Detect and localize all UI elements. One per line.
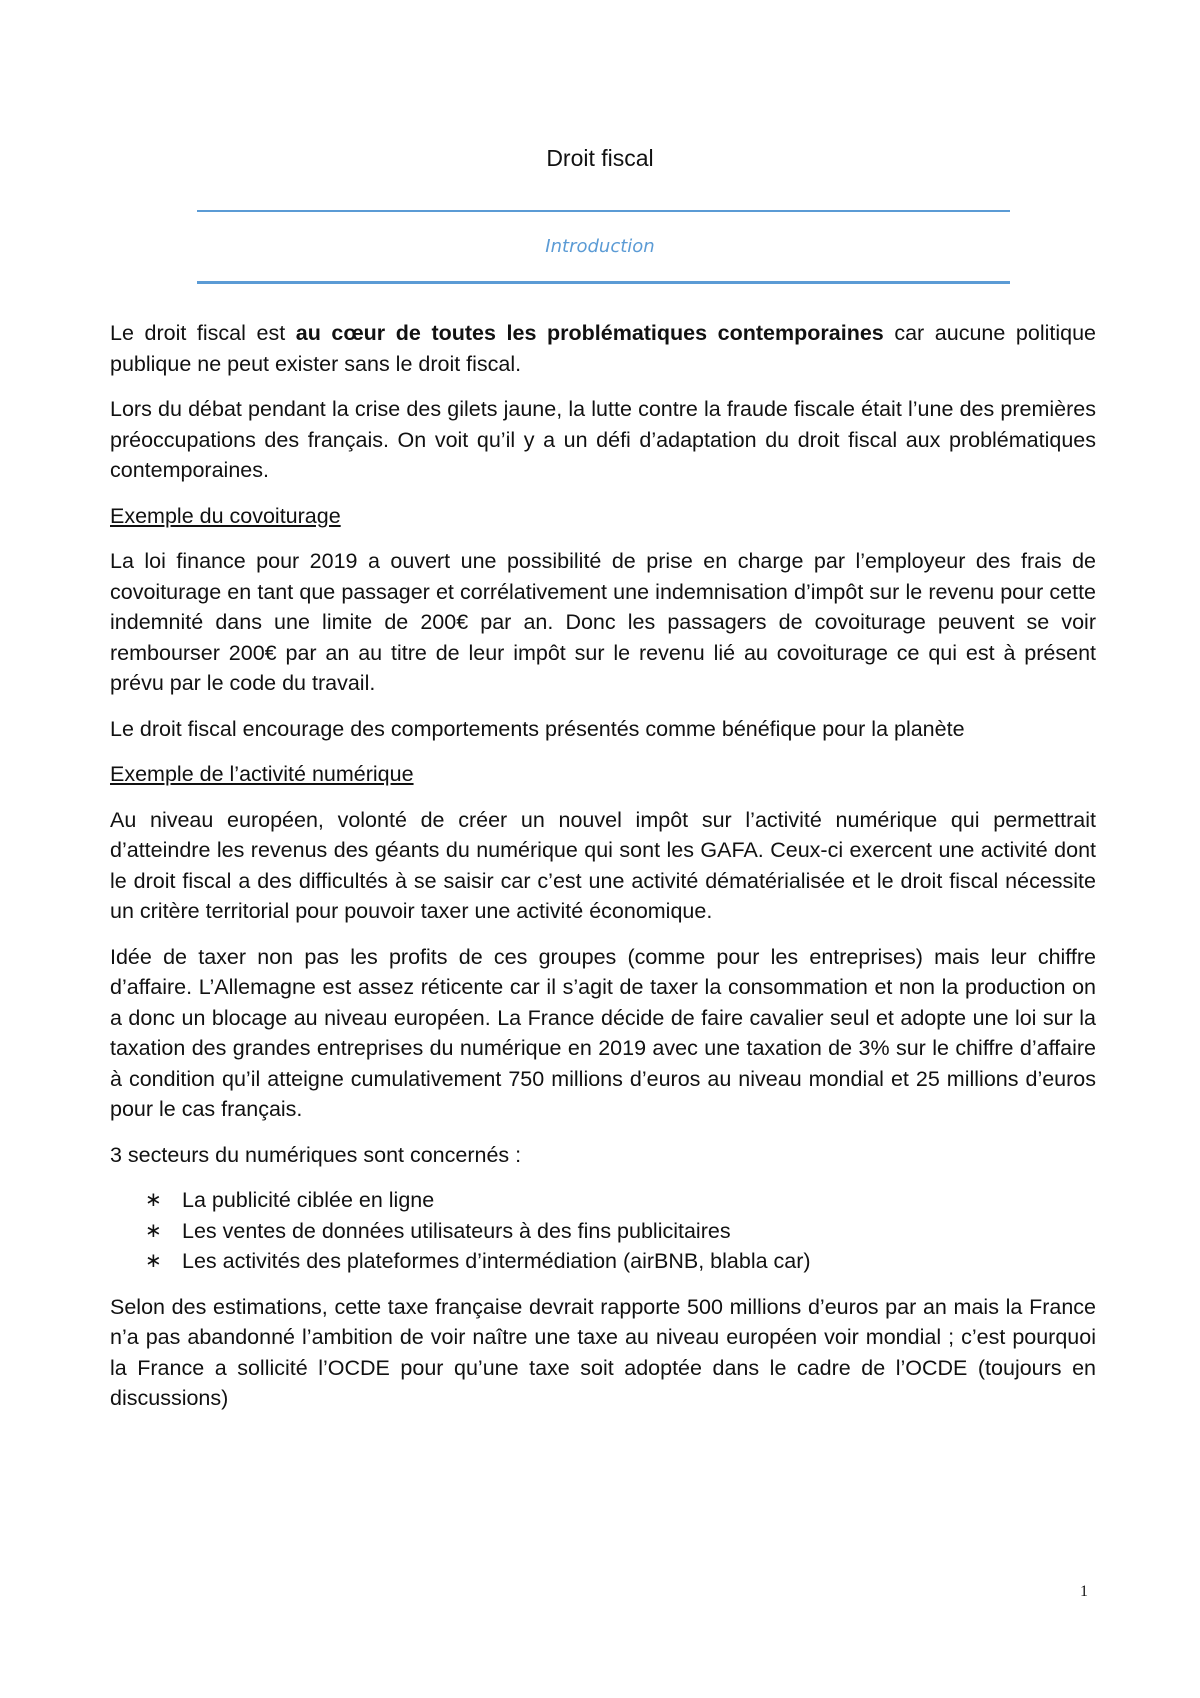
list-item-text: Les ventes de données utilisateurs à des fins publicitaires [182,1218,731,1243]
page-subtitle: Introduction [545,236,655,257]
title-bottom-rule [197,281,1010,284]
paragraph-8: Selon des estimations, cette taxe française devrait rapporte 500 millions d’euros par an mais la France n’a pas abandonné l’ambition de voir naître une taxe au niveau européen voir mondial ; c’est pourquoi la France a sollicité l’OCDE pour qu’une taxe soit adoptée dans le cadre de l’OCDE (toujours en discussions) [110,1294,1096,1410]
paragraph-1-emphasis: au cœur de toutes les problématiques contemporaines [295,321,884,345]
asterisk-icon: ∗ [145,1250,162,1272]
paragraph-4: Le droit fiscal encourage des comportements présentés comme bénéfique pour la planète [110,716,965,741]
paragraph-1-end: car aucune politique publique ne peut exister sans le droit fiscal. [110,321,1097,376]
list-item-text: Les activités des plateformes d’intermédiation (airBNB, blabla car) [182,1249,811,1273]
document-body [110,318,1096,1429]
page-title: Droit fiscal [546,145,654,171]
section-heading-numerique: Exemple de l’activité numérique [110,762,414,786]
asterisk-icon: ∗ [145,1219,162,1242]
paragraph-5: Au niveau européen, volonté de créer un nouvel impôt sur l’activité numérique qui permettrait d’atteindre les revenus des géants du numérique qui sont les GAFA. Ceux-ci exercent une activité dont le droit fiscal a des difficultés à se saisir car c’est une activité dématérialisée et le droit fiscal nécessite un critère territorial pour pouvoir taxer une activité économique. [110,807,1096,923]
title-top-rule [197,210,1010,212]
list-item [110,1216,1096,1247]
section-heading-covoiturage: Exemple du covoiturage [110,503,341,528]
sector-list [110,1185,1096,1277]
paragraph-3: La loi finance pour 2019 a ouvert une possibilité de prise en charge par l’employeur des frais de covoiturage en tant que passager et corrélativement une indemnisation d’impôt sur le revenu pour cette indemnité dans une limite de 200€ par an. Donc les passagers de covoiturage peuvent se voir rembourser 200€ par an au titre de leur impôt sur le revenu lié au covoiturage ce qui est à présent prévu par le code du travail. [110,549,1096,695]
paragraph-7: 3 secteurs du numériques sont concernés : [110,1142,522,1167]
paragraph-2: Lors du débat pendant la crise des gilets jaune, la lutte contre la fraude fiscale était l’une des premières préoccupations des français. On voit qu’il y a un défi d’adaptation du droit fiscal aux problématiques contemporaines. [110,397,1096,482]
paragraph-1 [110,318,1096,379]
list-item-text: La publicité ciblée en ligne [182,1188,435,1212]
page-number: 1 [1080,1583,1088,1600]
paragraph-6: Idée de taxer non pas les profits de ces groupes (comme pour les entreprises) mais leur chiffre d’affaire. L’Allemagne est assez réticente car il s’agit de taxer la consommation et non la production on a donc un blocage au niveau européen. La France décide de faire cavalier seul et adopte une loi sur la taxation des grandes entreprises du numérique en 2019 avec une taxation de 3% sur le chiffre d’affaire à condition qu’il atteigne cumulativement 750 millions d’euros au niveau mondial et 25 millions d’euros pour le cas français. [110,944,1096,1121]
paragraph-1-start: Le droit fiscal est [110,321,296,345]
list-item [110,1246,1096,1277]
asterisk-icon: ∗ [145,1189,162,1211]
list-item [110,1185,1096,1216]
